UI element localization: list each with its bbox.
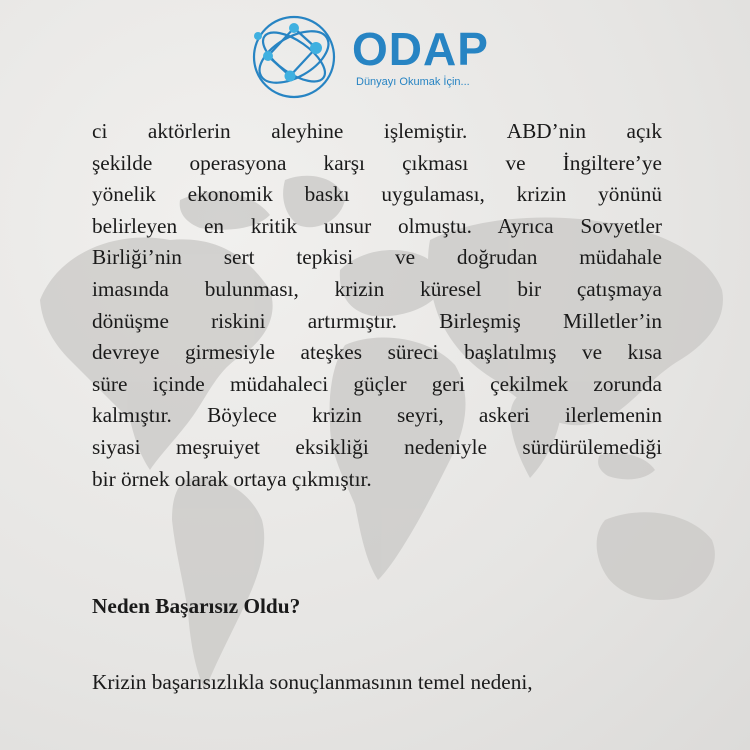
odap-logo [244,8,524,106]
paragraph-line: siyasi meşruiyet eksikliği nedeniyle sürdürülemediği [92,434,662,459]
body-paragraph [92,116,662,495]
paragraph-line: Birliği’nin sert tepkisi ve doğrudan müdahale [92,245,662,270]
paragraph-line: bir örnek olarak ortaya çıkmıştır. [92,466,372,491]
paragraph-line: ci aktörlerin aleyhine işlemiştir. ABD’nin açık [92,119,662,143]
paragraph-line: belirleyen en kritik unsur olmuştu. Ayrıca Sovyetler [92,213,662,238]
paragraph-line: şekilde operasyona karşı çıkması ve İngiltere’ye [92,150,662,175]
paragraph-line: dönüşme riskini artırmıştır. Birleşmiş Milletler’in [92,308,662,333]
paragraph-line: devreye girmesiyle ateşkes süreci başlatılmış ve kısa [92,340,662,365]
logo-title: ODAP [352,23,489,75]
logo-tagline: Dünyayı Okumak İçin... [356,76,470,88]
paragraph-line: süre içinde müdahaleci güçler geri çekilmek zorunda [92,371,662,396]
section-heading: Neden Başarısız Oldu? [92,594,301,618]
paragraph-line: imasında bulunması, krizin küresel bir çatışmaya [92,276,662,301]
paragraph-line: yönelik ekonomik baskı uygulaması, krizin yönünü [92,182,662,207]
logo-orbit-icon [244,8,348,106]
body-paragraph-2: Krizin başarısızlıkla sonuçlanmasının temel nedeni, [92,670,533,694]
article-body [92,116,662,495]
paragraph-line: kalmıştır. Böylece krizin seyri, askeri ilerlemenin [92,403,662,428]
